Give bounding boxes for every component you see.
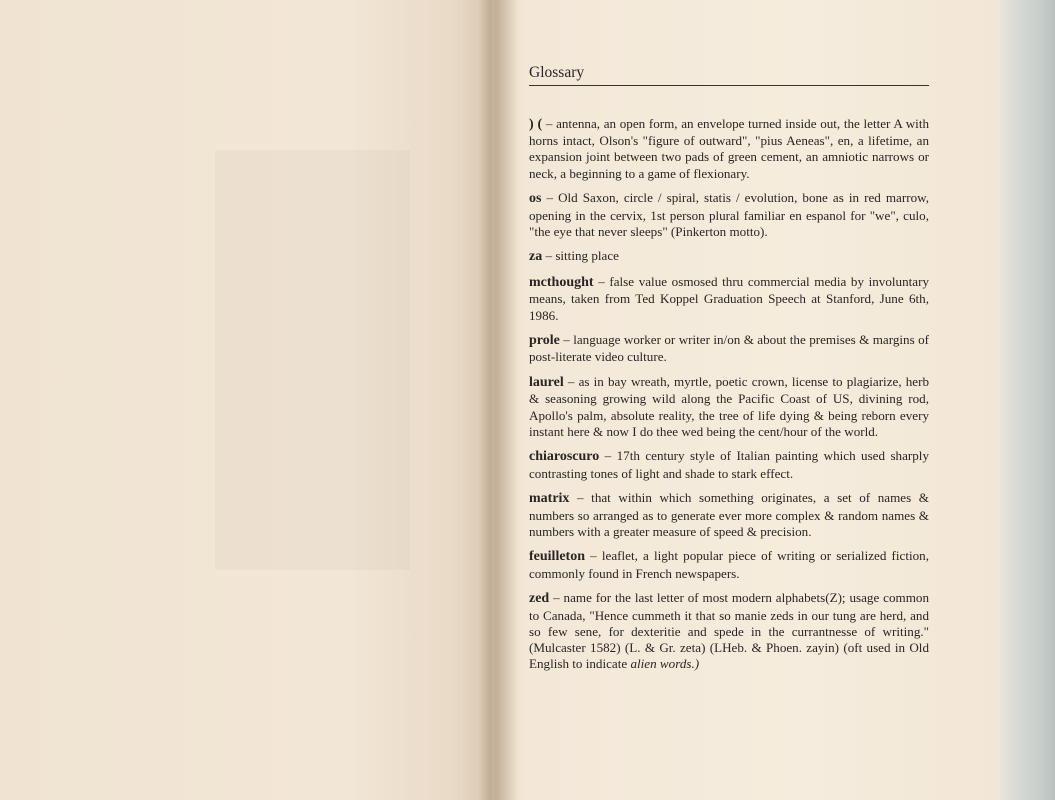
page-edge: [1000, 0, 1055, 800]
glossary-entry: [529, 274, 929, 324]
entry-term: ) (: [529, 117, 543, 132]
entry-term: prole: [529, 333, 560, 349]
entry-definition: – name for the last letter of most modern alphabets(Z); usage common to Canada, "Hence cummeth it that so manie zeds in our tung are herd, and so few sene, for dexteritie and spede in the currantnesse of writing." (Mulcaster 1582) (L. & Gr. zeta) (LHeb. & Phoen. zayin) (oft used in Old English to indicate: [529, 590, 929, 672]
show-through-image: [215, 150, 410, 570]
entry-term: zed: [529, 591, 550, 607]
entry-term: za: [529, 249, 543, 265]
entry-definition: – leaflet, a light popular piece of writing or serialized fiction, commonly found in French newspapers.: [529, 548, 929, 581]
entry-term: mcthought: [529, 275, 594, 291]
entry-definition: – antenna, an open form, an envelope turned inside out, the letter A with horns intact, Olson's "figure of outward", "pius Aeneas", en, a lifetime, an expansion joint between two pads of green cement, an amniotic narrows or neck, a beginning to a game of flexionary.: [529, 116, 930, 181]
glossary-entry: [529, 448, 929, 481]
entry-term: chiaroscuro: [529, 449, 600, 465]
glossary-entry: [529, 116, 929, 182]
page-title: Glossary: [529, 64, 929, 86]
entry-term: feuilleton: [529, 549, 585, 565]
glossary-entry: [529, 548, 929, 581]
entry-definition: – language worker or writer in/on & about the premises & margins of post-literate video culture.: [529, 332, 929, 365]
entry-definition: – false value osmosed thru commercial media by involuntary means, taken from Ted Koppel Graduation Speech at Stanford, June 6th, 1986.: [529, 274, 929, 323]
glossary-entry: [529, 190, 929, 240]
entry-term: matrix: [529, 491, 570, 507]
book-gutter: [478, 0, 518, 800]
glossary-entry: [529, 248, 929, 265]
entry-definition: – 17th century style of Italian painting which used sharply contrasting tones of light and shade to stark effect.: [529, 448, 929, 481]
entry-definition: – Old Saxon, circle / spiral, statis / evolution, bone as in red marrow, opening in the cervix, 1st person plural familiar en espanol for "we", culo, "the eye that never sleeps" (Pinkerton motto).: [529, 190, 929, 239]
left-page: [0, 0, 492, 800]
entry-definition: – that within which something originates, a set of names & numbers so arranged as to generate ever more complex & random names & numbers with a greater measure of speed & precision.: [529, 490, 929, 539]
entry-definition: – as in bay wreath, myrtle, poetic crown, license to plagiarize, herb & seasoning growing wild along the Pacific Coast of US, divining rod, Apollo's palm, absolute reality, the tree of life dying & being reborn every instant here & now I do thee wed being the cent/hour of the world.: [529, 374, 929, 439]
entry-definition-italic: alien words.): [630, 656, 700, 672]
glossary-entry: [529, 490, 929, 540]
glossary-content: [529, 64, 929, 681]
glossary-entry: [529, 590, 929, 672]
entry-definition: – sitting place: [542, 248, 619, 264]
entry-term: os: [529, 191, 542, 207]
glossary-entry: [529, 374, 929, 440]
glossary-entry: [529, 332, 929, 365]
entry-term: laurel: [529, 375, 564, 391]
